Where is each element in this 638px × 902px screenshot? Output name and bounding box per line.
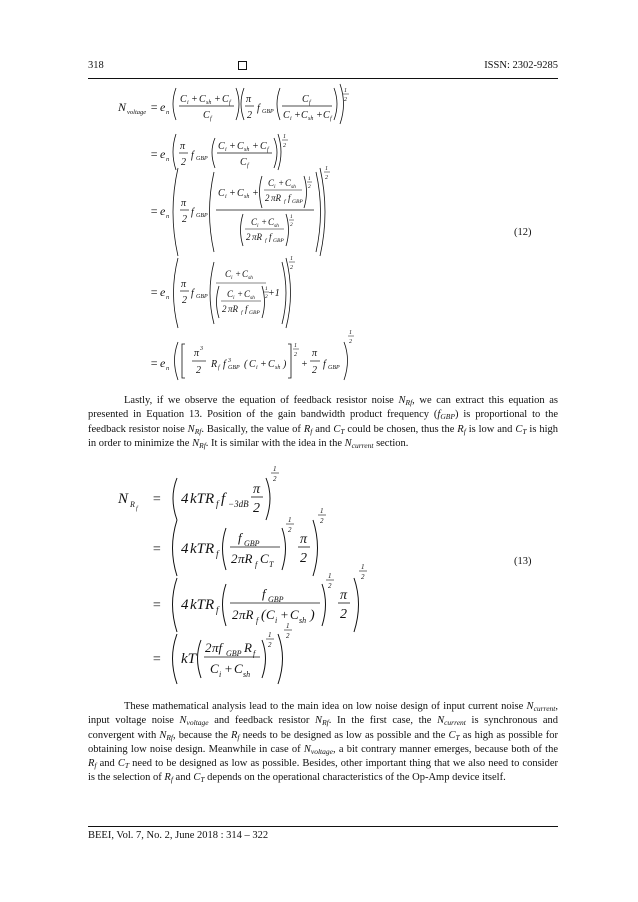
svg-text:C: C [234,661,243,676]
svg-text:π: π [194,348,200,359]
svg-text:f: f [216,605,219,615]
svg-text:2: 2 [340,607,347,622]
svg-text:π: π [312,348,318,359]
svg-text:2: 2 [312,365,317,376]
svg-text:f: f [223,359,226,370]
svg-text:=: = [150,204,159,218]
page-footer: BEEI, Vol. 7, No. 2, June 2018 : 314 – 322 [88,830,269,841]
svg-text:C: C [203,110,210,121]
svg-text:sh: sh [274,223,279,229]
svg-text:π: π [300,532,308,547]
svg-text:sh: sh [243,670,251,679]
svg-text:GBP: GBP [228,365,240,371]
svg-text:+: + [261,217,268,227]
svg-text:πR: πR [228,304,239,314]
svg-text:πR: πR [271,193,282,203]
svg-text:2: 2 [273,475,277,483]
svg-text:=: = [150,356,159,370]
svg-text:2: 2 [344,97,347,103]
svg-text:1: 1 [288,516,292,524]
svg-text:e: e [160,100,166,114]
svg-text:πR: πR [238,551,253,566]
svg-text:f: f [262,586,266,601]
svg-text:f: f [216,549,219,559]
svg-text:2: 2 [205,640,212,655]
svg-text:sh: sh [250,295,255,301]
svg-text:2: 2 [328,582,332,590]
svg-text:i: i [233,295,235,301]
svg-text:f: f [191,150,194,161]
svg-text:f: f [255,560,258,569]
equation-12-number: (12) [514,227,532,238]
footer-rule [88,826,558,827]
svg-text:f: f [267,147,269,153]
svg-text:N: N [118,100,127,114]
svg-text:n: n [166,156,170,163]
svg-text:T: T [269,560,274,569]
svg-text:f: f [330,116,332,122]
svg-text:πf: πf [212,640,223,655]
svg-text:π: π [181,198,187,209]
svg-text:C: C [244,289,251,299]
svg-text:C: C [218,141,225,152]
svg-text:f: f [323,359,326,370]
svg-text:C: C [218,188,225,199]
svg-text:f: f [221,491,226,507]
svg-text:C: C [283,110,290,121]
svg-text:+: + [229,141,236,152]
svg-text:πR: πR [239,607,254,622]
svg-text:+: + [214,94,221,105]
svg-text:f: f [238,530,242,545]
svg-text:i: i [225,147,227,153]
svg-text:f: f [247,163,249,169]
svg-text:C: C [268,178,275,188]
svg-text:i: i [187,100,189,106]
svg-text:2: 2 [290,222,293,228]
svg-text:C: C [266,607,275,622]
svg-text:e: e [160,356,166,370]
svg-text:=: = [152,492,162,507]
svg-text:2: 2 [182,214,187,225]
svg-text:+: + [301,359,308,370]
svg-text:(: ( [244,359,248,370]
svg-text:2: 2 [300,551,307,566]
svg-text:π: π [181,279,187,290]
svg-text:f: f [229,100,231,106]
svg-text:C: C [225,269,232,279]
svg-text:i: i [257,223,259,229]
svg-text:1: 1 [268,631,272,639]
svg-text:n: n [166,109,170,116]
svg-text:GBP: GBP [262,109,274,115]
svg-text:C: C [268,359,275,370]
svg-text:f: f [241,310,243,316]
svg-text:1: 1 [325,166,328,172]
svg-text:2: 2 [196,365,201,376]
svg-text:GBP: GBP [328,365,340,371]
paragraph-1: Lastly, if we observe the equation of feedback resistor noise $N_{Rf}$, we can extract this equation as presented in Equation 13. Position of the gain bandwidth product frequency $(f_{GBP})$ is proportional to the feedback resistor noise $N_{Rf}$. Basically, the value of $R_f$ and $C_T$ could be chosen, thus the $R_f$ is low and $C_T$ is high in order to minimize the $N_{Rf}$. It is similar with the idea in the $N_{current}$ section. [88,395,558,450]
svg-text:C: C [323,110,330,121]
svg-text:kTR: kTR [190,491,215,507]
svg-text:2: 2 [265,294,268,300]
svg-text:1: 1 [320,507,324,515]
svg-text:π: π [253,482,261,497]
svg-text:C: C [237,188,244,199]
svg-text:e: e [160,147,166,161]
svg-text:f: f [265,238,267,244]
svg-text:C: C [222,94,229,105]
svg-text:GBP: GBP [292,199,303,205]
svg-text:=: = [150,285,159,299]
svg-text:1: 1 [290,256,293,262]
svg-text:2: 2 [349,339,352,345]
svg-text:f: f [216,499,219,509]
svg-text:2: 2 [182,295,187,306]
svg-text:+: + [252,141,259,152]
svg-text:sh: sh [291,184,296,190]
svg-text:GBP: GBP [196,156,208,162]
svg-text:f: f [269,232,272,242]
svg-text:(: ( [261,608,266,623]
svg-text:C: C [237,141,244,152]
svg-text:=: = [152,652,162,667]
svg-text:1: 1 [290,214,293,220]
svg-text:f: f [253,649,256,658]
svg-text:+: + [260,359,267,370]
svg-text:R: R [211,359,218,370]
svg-text:4: 4 [181,597,189,613]
svg-text:1: 1 [283,134,286,140]
svg-text:f: f [191,288,194,299]
svg-text:C: C [210,661,219,676]
svg-text:i: i [274,184,276,190]
svg-text:π: π [246,94,252,105]
svg-text:1: 1 [344,88,347,94]
svg-text:i: i [225,194,227,200]
svg-text:i: i [219,670,222,679]
svg-text:C: C [302,94,309,105]
svg-text:+1: +1 [268,288,280,299]
svg-text:1: 1 [273,465,277,473]
svg-text:1: 1 [308,176,311,182]
svg-text:sh: sh [299,616,307,625]
svg-text:3: 3 [228,358,231,364]
svg-text:C: C [301,110,308,121]
svg-text:GBP: GBP [196,213,208,219]
svg-text:sh: sh [308,116,314,122]
svg-text:+: + [235,269,242,279]
svg-text:=: = [150,147,159,161]
svg-text:C: C [249,359,256,370]
svg-text:+: + [237,289,244,299]
svg-text:i: i [290,116,292,122]
svg-text:C: C [227,289,234,299]
svg-text:2: 2 [268,641,272,649]
svg-text:e: e [160,204,166,218]
svg-text:−3dB: −3dB [228,499,249,509]
svg-text:voltage: voltage [127,109,147,116]
svg-text:sh: sh [244,194,250,200]
svg-text:sh: sh [206,100,212,106]
svg-text:1: 1 [328,572,332,580]
svg-text:f: f [218,365,220,371]
svg-text:C: C [260,551,269,566]
svg-text:GBP: GBP [273,238,284,244]
svg-text:C: C [290,607,299,622]
svg-text:1: 1 [294,343,297,349]
svg-text:sh: sh [244,147,250,153]
svg-text:sh: sh [248,275,253,281]
svg-text:2: 2 [265,193,270,203]
svg-text:2: 2 [288,526,292,534]
svg-text:C: C [251,217,258,227]
svg-text:+: + [252,188,259,199]
svg-text:1: 1 [349,330,352,336]
svg-text:C: C [268,217,275,227]
svg-text:2: 2 [247,110,252,121]
svg-text:kTR: kTR [190,597,215,613]
svg-text:f: f [288,193,291,203]
svg-text:+: + [294,110,301,121]
svg-text:2: 2 [246,232,251,242]
svg-text:R: R [130,500,135,509]
svg-text:): ) [283,359,287,370]
svg-text:f: f [191,207,194,218]
svg-text:sh: sh [275,365,281,371]
svg-text:π: π [180,141,186,152]
svg-text:GBP: GBP [226,649,242,658]
svg-text:2: 2 [232,607,239,622]
svg-text:i: i [231,275,233,281]
svg-text:kT: kT [181,651,196,667]
svg-text:=: = [150,100,159,114]
paragraph-2: These mathematical analysis lead to the main idea on low noise design of input current noise $N_{current}$, input voltage noise $N_{voltage}$ and feedback resistor $N_{Rf}$. In the first case, the $N_{current}$ is synchronous and convergent with $N_{Rf}$, because the $R_f$ needs to be designed as low as possible and the $C_T$ as high as possible for obtaining low noise design. Meanwhile in case of $N_{voltage}$, a bit contrary manner emerges, because both of the $R_f$ and $C_T$ need to be designed as low as possible. Besides, other important thing that we also need to consider is the selection of $R_f$ and $C_T$ depends on the operational characteristics of the Op-Amp device itself. [88,701,559,785]
svg-text:2: 2 [231,551,238,566]
svg-text:+: + [229,188,236,199]
svg-text:n: n [166,365,170,372]
svg-text:f: f [257,103,260,114]
svg-text:=: = [152,542,162,557]
svg-text:2: 2 [290,265,293,271]
svg-text:+: + [316,110,323,121]
svg-text:C: C [240,157,247,168]
svg-text:f: f [210,116,212,122]
svg-text:2: 2 [286,632,290,640]
svg-text:n: n [166,213,170,220]
svg-text:C: C [199,94,206,105]
svg-text:2: 2 [181,157,186,168]
svg-text:3: 3 [200,346,203,352]
equation-13-number: (13) [514,556,532,567]
svg-text:GBP: GBP [196,294,208,300]
svg-text:R: R [244,640,252,655]
svg-text:): ) [310,608,315,623]
svg-text:kTR: kTR [190,541,215,557]
svg-text:f: f [256,616,259,625]
svg-text:n: n [166,294,170,301]
svg-text:πR: πR [252,232,263,242]
svg-text:π: π [340,588,348,603]
svg-text:N: N [118,491,129,507]
svg-text:f: f [284,199,286,205]
svg-text:i: i [275,616,278,625]
svg-text:f: f [245,304,248,314]
svg-text:f: f [309,100,311,106]
svg-text:i: i [256,365,258,371]
svg-text:f: f [136,506,138,512]
page-number: 318 [88,60,104,71]
svg-text:C: C [260,141,267,152]
svg-text:1: 1 [286,622,290,630]
svg-text:2: 2 [253,501,260,516]
svg-text:e: e [160,285,166,299]
svg-text:=: = [152,598,162,613]
svg-text:+: + [280,607,289,622]
svg-text:C: C [242,269,249,279]
svg-text:4: 4 [181,541,189,557]
svg-text:2: 2 [283,143,286,149]
svg-text:1: 1 [265,286,268,292]
svg-text:GBP: GBP [244,539,260,548]
svg-text:2: 2 [361,573,365,581]
svg-text:1: 1 [361,563,365,571]
svg-text:2: 2 [320,517,324,525]
svg-text:GBP: GBP [268,595,284,604]
issn-label: ISSN: 2302-9285 [484,60,558,71]
svg-text:2: 2 [325,175,328,181]
svg-text:2: 2 [222,304,227,314]
svg-text:2: 2 [308,184,311,190]
svg-text:+: + [191,94,198,105]
svg-text:+: + [224,661,233,676]
svg-text:2: 2 [294,352,297,358]
svg-text:C: C [285,178,292,188]
svg-text:C: C [180,94,187,105]
svg-text:4: 4 [181,491,189,507]
svg-text:+: + [278,178,285,188]
svg-text:GBP: GBP [249,310,260,316]
